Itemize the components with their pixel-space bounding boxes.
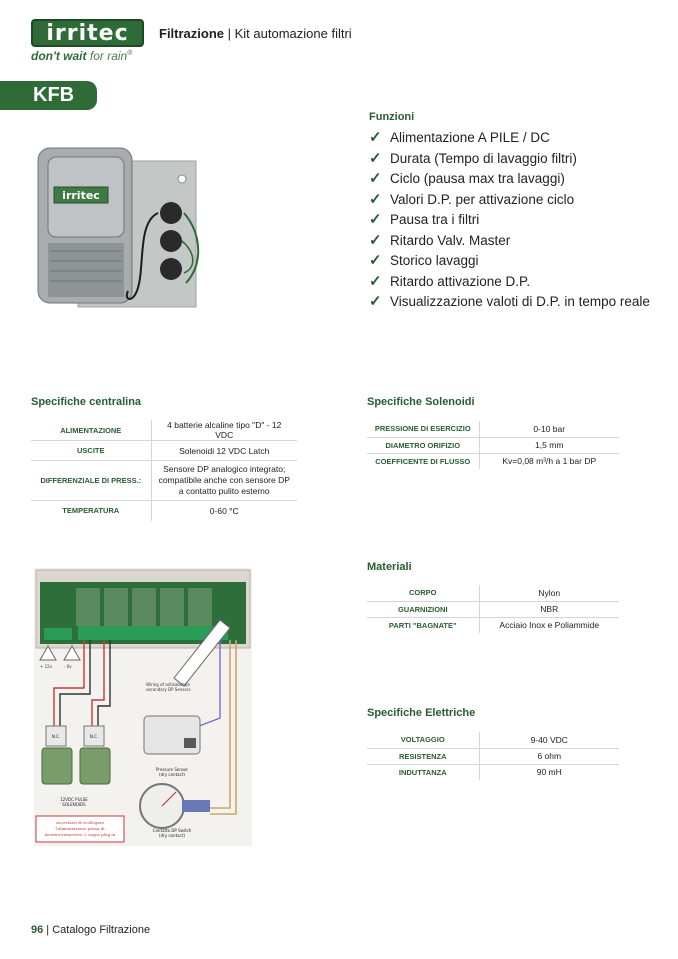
- table-row: INDUTTANZA 90 mH: [367, 764, 619, 780]
- table-row: USCITE Solenoidi 12 VDC Latch: [31, 441, 297, 461]
- tagline-rest: for rain: [89, 49, 128, 63]
- function-item: ✓ Visualizzazione valoti di D.P. in tempo reale: [369, 292, 650, 313]
- table-row: VOLTAGGIO 9-40 VDC: [367, 732, 619, 748]
- specs-solenoidi-title: Specifiche Solenoidi: [367, 396, 475, 408]
- warning-line-1: Accertarsi di scollegare: [55, 820, 105, 825]
- page-title: [159, 26, 352, 41]
- check-icon: ✓: [369, 211, 382, 228]
- functions-title: Funzioni: [369, 111, 415, 123]
- table-row: GUARNIZIONI NBR: [367, 601, 619, 617]
- product-badge: KFB: [0, 81, 97, 110]
- diagram-plus-label: + 12v: [40, 664, 53, 669]
- check-icon: ✓: [369, 252, 382, 269]
- footer-label: Catalogo Filtrazione: [52, 924, 151, 936]
- gauge-label-1: Contatto DP Switch: [152, 828, 192, 833]
- footer-sep: |: [43, 924, 53, 936]
- functions-list: [369, 128, 650, 313]
- warning-line-2: l'alimentazione prima di: [55, 826, 105, 831]
- specs-centralina-title: Specifiche centralina: [31, 396, 142, 408]
- page-title-sep: |: [224, 26, 235, 41]
- product-image: [36, 143, 206, 323]
- elettriche-title: Specifiche Elettriche: [367, 707, 476, 719]
- brand-logo: [31, 19, 144, 47]
- check-icon: ✓: [369, 293, 382, 310]
- wiring-diagram: [34, 568, 252, 846]
- page-title-bold: Filtrazione: [159, 26, 225, 41]
- function-item: ✓ Ritardo attivazione D.P.: [369, 272, 650, 293]
- pulse-label-1: 12VDC PULSE: [60, 797, 88, 802]
- check-icon: ✓: [369, 129, 382, 146]
- materiali-title: Materiali: [367, 561, 412, 573]
- check-icon: ✓: [369, 149, 382, 167]
- table-row: CORPO Nylon: [367, 585, 619, 601]
- table-row: DIFFERENZIALE DI PRESS.: Sensore DP analogico integrato; compatibile anche con sensore DP a contatto pulito esterno: [31, 461, 297, 501]
- tagline-mark: ®: [127, 50, 133, 57]
- function-item: ✓ Durata (Tempo di lavaggio filtri): [369, 149, 650, 170]
- table-row: DIAMETRO ORIFIZIO 1,5 mm: [367, 437, 619, 453]
- brand-tagline: [31, 49, 132, 63]
- check-icon: ✓: [369, 272, 382, 290]
- diagram-wiring-label-1: Wiring of antisabotaje: [146, 682, 190, 687]
- product-logo-label: irritec: [62, 189, 100, 202]
- function-item: ✓ Pausa tra i filtri: [369, 210, 650, 231]
- materiali-table: [367, 585, 619, 633]
- diagram-minus-label: - 0v: [64, 664, 72, 669]
- logo-text: irritec: [46, 20, 129, 46]
- pulse-label-2: SOLENOIDS: [62, 802, 86, 807]
- table-row: ALIMENTAZIONE 4 batterie alcaline tipo "D" - 12 VDC: [31, 420, 297, 441]
- check-icon: ✓: [369, 170, 382, 187]
- solenoid-2-label: N.C.: [89, 734, 99, 739]
- function-item: ✓ Ciclo (pausa max tra lavaggi): [369, 169, 650, 190]
- function-item: ✓ Alimentazione A PILE / DC: [369, 128, 650, 149]
- solenoid-1-label: N.C.: [51, 734, 61, 739]
- page-footer: [31, 924, 150, 936]
- table-row: PRESSIONE DI ESERCIZIO 0-10 bar: [367, 421, 619, 437]
- function-item: ✓ Valori D.P. per attivazione ciclo: [369, 190, 650, 211]
- tagline-bold: don't wait: [31, 49, 87, 63]
- elettriche-table: [367, 732, 619, 780]
- table-row: PARTI "BAGNATE" Acciaio Inox e Poliammide: [367, 617, 619, 633]
- table-row: TEMPERATURA 0-60 °C: [31, 501, 297, 521]
- page-title-rest: Kit automazione filtri: [234, 26, 352, 41]
- specs-centralina-table: [31, 420, 297, 521]
- page-number: 96: [31, 924, 44, 936]
- table-row: COEFFICENTE DI FLUSSO Kv=0,08 m³/h a 1 bar DP: [367, 453, 619, 469]
- pressure-label-1: Pressure Sensor: [155, 767, 189, 772]
- diagram-wiring-label-2: secondary DP Sensors: [146, 687, 191, 692]
- pressure-label-2: (dry contact): [159, 772, 185, 777]
- warning-line-3: inserire/rimuovere 2 cogne plug in: [44, 832, 116, 837]
- function-item: ✓ Storico lavaggi: [369, 251, 650, 272]
- table-row: RESISTENZA 6 ohm: [367, 748, 619, 764]
- function-item: ✓ Ritardo Valv. Master: [369, 231, 650, 252]
- specs-solenoidi-table: [367, 421, 619, 469]
- check-icon: ✓: [369, 231, 382, 249]
- check-icon: ✓: [369, 190, 382, 208]
- gauge-label-2: (dry contact): [159, 833, 185, 838]
